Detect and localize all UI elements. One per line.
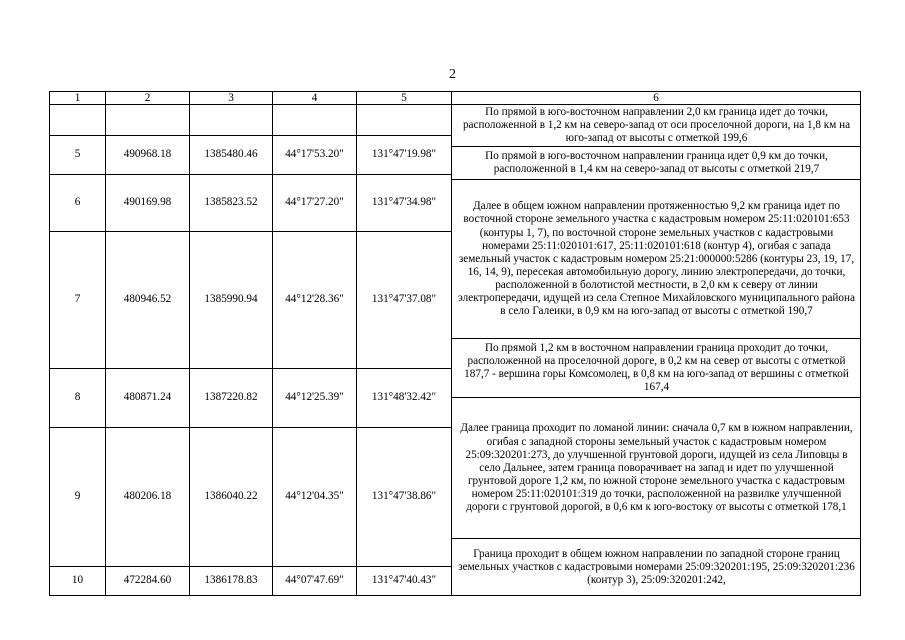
longitude-cell: 131°47'19.98" [357,136,452,175]
page-number: 2 [449,67,456,82]
table-header-row [50,92,861,105]
latitude-cell: 44°12'04.35" [273,428,357,567]
x-coordinate-cell: 480946.52 [106,232,190,369]
longitude-cell: 131°47'34.98" [357,175,452,232]
point-number-cell: 8 [50,369,106,428]
point-number-cell [50,105,106,136]
latitude-cell [273,105,357,136]
x-coordinate-cell [106,105,190,136]
x-coordinate-cell: 472284.60 [106,567,190,596]
y-coordinate-cell: 1386040.22 [190,428,273,567]
latitude-cell: 44°12'28.36" [273,232,357,369]
point-number-cell: 7 [50,232,106,369]
column-header: 5 [357,92,452,105]
column-header: 3 [190,92,273,105]
point-number-cell: 10 [50,567,106,596]
x-coordinate-cell: 490169.98 [106,175,190,232]
y-coordinate-cell: 1386178.83 [190,567,273,596]
column-header: 1 [50,92,106,105]
y-coordinate-cell: 1387220.82 [190,369,273,428]
y-coordinate-cell [190,105,273,136]
boundary-description-cell: По прямой в юго-восточном направлении 2,0 км граница идет до точки, расположенной в 1,2 км на северо-запад от оси проселочной дороги, на 1,8 км на юго-запад от высоты с отметкой 199,6 [452,105,861,147]
longitude-cell: 131°47'38.86" [357,428,452,567]
latitude-cell: 44°12'25.39" [273,369,357,428]
y-coordinate-cell: 1385480.46 [190,136,273,175]
y-coordinate-cell: 1385823.52 [190,175,273,232]
boundary-coordinates-table [49,91,861,596]
longitude-cell [357,105,452,136]
column-header: 4 [273,92,357,105]
point-number-cell: 9 [50,428,106,567]
x-coordinate-cell: 480206.18 [106,428,190,567]
longitude-cell: 131°48'32.42" [357,369,452,428]
y-coordinate-cell: 1385990.94 [190,232,273,369]
column-header: 2 [106,92,190,105]
boundary-description-cell: По прямой 1,2 км в восточном направлении граница проходит до точки, расположенной на проселочной дороге, в 0,2 км на север от высоты с отметкой 187,7 - вершина горы Комсомолец, в 0,8 км на юго-запад от вершины с отметкой 167,4 [452,339,861,398]
latitude-cell: 44°07'47.69" [273,567,357,596]
latitude-cell: 44°17'27.20" [273,175,357,232]
point-number-cell: 6 [50,175,106,232]
latitude-cell: 44°17'53.20" [273,136,357,175]
boundary-description-cell: По прямой в юго-восточном направлении граница идет 0,9 км до точки, расположенной в 1,4 км на северо-запад от высоты с отметкой 219,7 [452,147,861,180]
boundary-description-cell: Граница проходит в общем южном направлении по западной стороне границ земельных участков с кадастровыми номерами 25:09:320201:195, 25:09:320201:236 (контур 3), 25:09:320201:242, [452,539,861,596]
longitude-cell: 131°47'40.43" [357,567,452,596]
x-coordinate-cell: 480871.24 [106,369,190,428]
boundary-description-cell: Далее граница проходит по ломаной линии: сначала 0,7 км в южном направлении, огибая с западной стороны земельный участок с кадастровым номером 25:09:320201:273, до улучшенной грунтовой дороги, идущей из села Липовцы в село Дальнее, затем граница поворачивает на запад и идет по улучшенной грунтовой дороге 1,2 км, по южной стороне земельного участка с кадастровым номером 25:11:020101:319 до точки, расположенной на развилке улучшенной дороги с грунтовой дорогой, в 0,6 км к юго-востоку от высоты с отметкой 178,1 [452,398,861,539]
point-number-cell: 5 [50,136,106,175]
x-coordinate-cell: 490968.18 [106,136,190,175]
longitude-cell: 131°47'37.08" [357,232,452,369]
boundary-description-cell: Далее в общем южном направлении протяженностью 9,2 км граница идет по восточной стороне земельного участка с кадастровым номером 25:11:020101:653 (контуры 1, 7), по восточной стороне земельных участков с кадастровыми номерами 25:11:020101:617, 25:11:020101:618 (контур 4), огибая с запада земельный участок с кадастровым номером 25:21:000000:5286 (контуры 23, 19, 17, 16, 14, 9), пересекая автомобильную дорогу, линию электропередачи, до точки, расположенной в болотистой местности, в 2,0 км к северу от линии электропередачи, идущей из села Степное Михайловского муниципального района в село Галеики, в 0,9 км на юго-запад от высоты с отметкой 190,7 [452,180,861,339]
column-header: 6 [452,92,861,105]
